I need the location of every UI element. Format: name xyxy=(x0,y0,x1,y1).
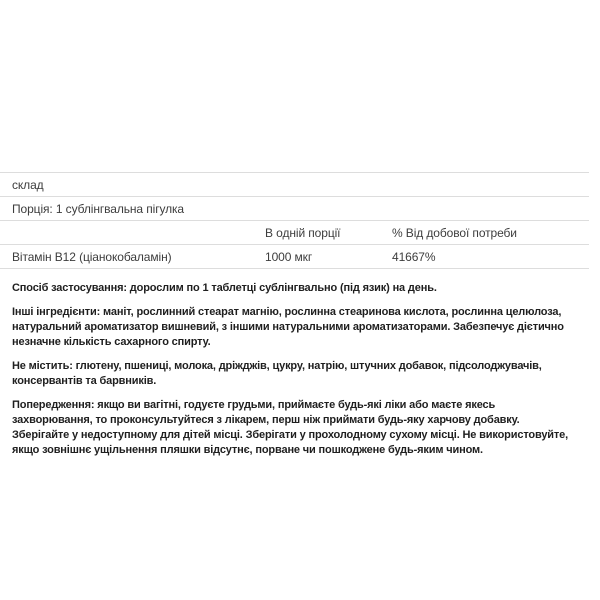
section-title-row xyxy=(0,173,589,197)
composition-section xyxy=(0,172,589,467)
supplement-facts-table xyxy=(0,172,589,269)
table-header-row xyxy=(0,221,589,245)
does-not-contain-paragraph: Не містить: глютену, пшениці, молока, дріжджів, цукру, натрію, штучних добавок, підсолоджувачів, консервантів та барвників. xyxy=(12,360,542,387)
other-ingredients-paragraph: Інші інгредієнти: маніт, рослинний стеарат магнію, рослинна стеаринова кислота, рослинна целюлоза, натуральний ароматизатор вишневий, з іншими натуральними ароматизаторами. Забезпечує дієтично незначне кількість сахарного спирту. xyxy=(12,306,564,348)
serving-size-text: Порція: 1 сублінгвальна пігулка xyxy=(12,201,184,216)
warning-paragraph: Попередження: якщо ви вагітні, годуєте грудьми, приймаєте будь-які ліки або маєте якесь захворювання, то проконсультуйтеся з лікарем, перш ніж приймати будь-яку харчову добавку. Зберігайте у недоступному для дітей місці. Зберігати у прохолодному сухому місці. Не використовуйте, якщо зовнішнє ущільнення пляшки відсутнє, порване чи пошкоджене будь-яким чином. xyxy=(12,399,569,456)
usage-paragraph: Спосіб застосування: дорослим по 1 таблетці сублінгвально (під язик) на день. xyxy=(12,282,437,294)
section-title: склад xyxy=(12,177,44,192)
product-info-paragraphs xyxy=(0,269,589,458)
column-header-daily-value: % Від добової потреби xyxy=(392,225,517,240)
serving-size-row xyxy=(0,197,589,221)
nutrient-amount: 1000 мкг xyxy=(265,249,313,264)
nutrient-daily-value: 41667% xyxy=(392,249,436,264)
nutrient-row xyxy=(0,245,589,269)
nutrient-name: Вітамін B12 (ціанокобаламін) xyxy=(12,249,172,264)
column-header-per-serving: В одній порції xyxy=(265,225,341,240)
